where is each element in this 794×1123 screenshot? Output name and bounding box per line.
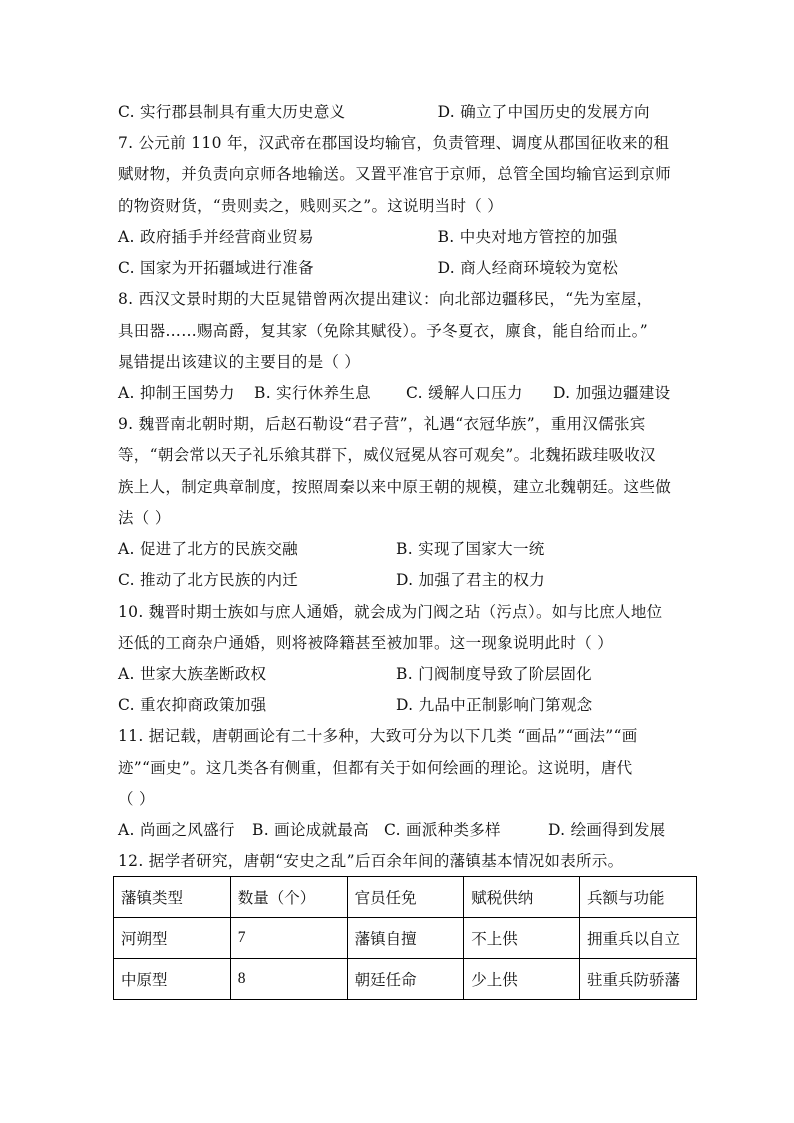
q8-stem-line-2: 具田器……赐高爵，复其家（免除其赋役）。予冬夏衣，廪食，能自给而止。” — [118, 322, 648, 340]
q9-option-b: B. 实现了国家大一统 — [396, 540, 545, 558]
table-cell: 河朔型 — [114, 918, 231, 959]
q8-option-a: A. 抑制王国势力 — [118, 384, 235, 402]
q11-stem-line-3: （ ） — [118, 790, 155, 808]
table-header-row — [114, 877, 697, 918]
table-cell: 朝廷任命 — [347, 959, 464, 1000]
q11-option-a: A. 尚画之风盛行 — [118, 821, 235, 839]
q9-stem-line-2: 等，“朝会常以天子礼乐飨其群下，威仪冠冕从容可观矣”。北魏拓跋珪吸收汉 — [118, 446, 656, 464]
q7-option-c: C. 国家为开拓疆域进行准备 — [118, 259, 314, 277]
table-cell: 中原型 — [114, 959, 231, 1000]
q8-option-b: B. 实行休养生息 — [254, 384, 371, 402]
q7-option-d: D. 商人经商环境较为宽松 — [437, 259, 619, 277]
q7-options-row-1 — [118, 227, 694, 247]
fanzhen-table — [113, 876, 697, 1000]
q7-options-row-2 — [118, 258, 694, 278]
q11-option-d: D. 绘画得到发展 — [548, 821, 666, 839]
q12-stem-line: 12. 据学者研究，唐朝“安史之乱”后百余年间的藩镇基本情况如表所示。 — [118, 852, 624, 870]
table-cell: 藩镇自擅 — [347, 918, 464, 959]
q11-stem-line-2: 迹”“画史”。这几类各有侧重，但都有关于如何绘画的理论。这说明，唐代 — [118, 759, 633, 777]
table-cell: 拥重兵以自立 — [580, 918, 697, 959]
table-header-cell: 官员任免 — [347, 877, 464, 918]
q7-stem-line-1: 7. 公元前 110 年，汉武帝在郡国设均输官，负责管理、调度从郡国征收来的租 — [118, 134, 670, 152]
table-row — [114, 959, 697, 1000]
q11-option-c: C. 画派种类多样 — [384, 821, 501, 839]
q9-option-a: A. 促进了北方的民族交融 — [118, 540, 298, 558]
table-header-cell: 赋税供纳 — [464, 877, 580, 918]
table-row — [114, 918, 697, 959]
q10-stem-line-1: 10. 魏晋时期士族如与庶人通婚，就会成为门阀之玷（污点）。如与比庶人地位 — [118, 603, 663, 621]
table-header-cell: 藩镇类型 — [114, 877, 231, 918]
q6-option-d: D. 确立了中国历史的发展方向 — [437, 103, 650, 121]
q9-stem-line-4: 法（ ） — [118, 509, 171, 527]
q8-options-row — [118, 383, 694, 403]
table-cell: 驻重兵防骄藩 — [580, 959, 697, 1000]
q7-option-a: A. 政府插手并经营商业贸易 — [118, 228, 314, 246]
q10-options-row-1 — [118, 664, 694, 684]
q8-option-d: D. 加强边疆建设 — [553, 384, 671, 402]
q10-option-d: D. 九品中正制影响门第观念 — [396, 696, 593, 714]
table-cell: 少上供 — [464, 959, 580, 1000]
q10-option-c: C. 重农抑商政策加强 — [118, 696, 267, 714]
table-header-cell: 数量（个） — [230, 877, 347, 918]
q9-stem-line-3: 族上人，制定典章制度，按照周秦以来中原王朝的规模，建立北魏朝廷。这些做 — [118, 478, 672, 496]
q9-options-row-1 — [118, 539, 694, 559]
q9-option-d: D. 加强了君主的权力 — [396, 571, 546, 589]
q9-stem-line-1: 9. 魏晋南北朝时期，后赵石勒设“君子营”，礼遇“衣冠华族”，重用汉儒张宾 — [118, 415, 646, 433]
table-cell: 不上供 — [464, 918, 580, 959]
q11-stem-line-1: 11. 据记载，唐朝画论有二十多种，大致可分为以下几类 “画品”“画法”“画 — [118, 727, 638, 745]
q10-options-row-2 — [118, 695, 694, 715]
q8-option-c: C. 缓解人口压力 — [406, 384, 523, 402]
q6-option-c: C. 实行郡县制具有重大历史意义 — [118, 103, 346, 121]
q7-stem-line-2: 赋财物，并负责向京师各地输送。又置平准官于京师，总管全国均输官运到京师 — [118, 165, 672, 183]
q8-stem-line-3: 晁错提出该建议的主要目的是（ ） — [118, 353, 361, 371]
q11-option-b: B. 画论成就最高 — [252, 821, 369, 839]
q7-option-b: B. 中央对地方管控的加强 — [437, 228, 618, 246]
q11-options-row — [118, 820, 694, 840]
q9-options-row-2 — [118, 570, 694, 590]
q10-option-a: A. 世家大族垄断政权 — [118, 665, 267, 683]
q10-option-b: B. 门阀制度导致了阶层固化 — [396, 665, 592, 683]
q7-stem-line-3: 的物资财货，“贵则卖之，贱则买之”。这说明当时（ ） — [118, 197, 504, 215]
q8-stem-line-1: 8. 西汉文景时期的大臣晁错曾两次提出建议：向北部边疆移民，“先为室屋， — [118, 290, 653, 308]
q10-stem-line-2: 还低的工商杂户通婚，则将被降籍甚至被加罪。这一现象说明此时（ ） — [118, 634, 614, 652]
table-header-cell: 兵额与功能 — [580, 877, 697, 918]
q6-options-row — [118, 102, 694, 122]
table-cell: 7 — [230, 918, 347, 959]
table-cell: 8 — [230, 959, 347, 1000]
q9-option-c: C. 推动了北方民族的内迁 — [118, 571, 299, 589]
